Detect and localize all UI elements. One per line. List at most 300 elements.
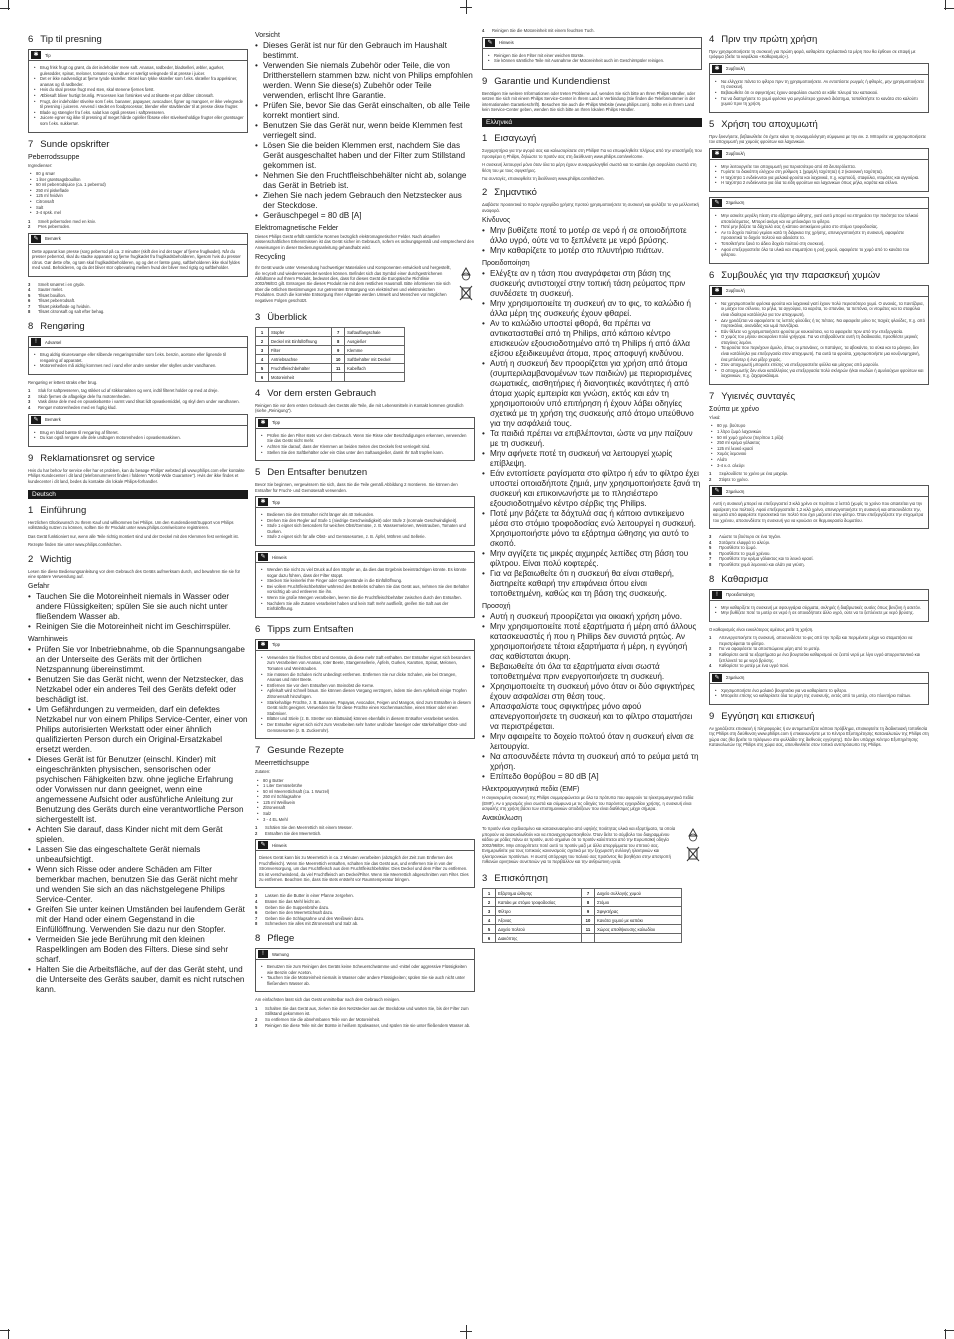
step-text: Schälen Sie den Meerrettich mit einem Messer. <box>265 825 353 831</box>
list-item: • Brug en blød børste til rengøring af filteret. <box>32 430 244 436</box>
list-item: • Blade og stængler fra f.eks. salat kan også presses i saftpresseren. <box>32 110 244 116</box>
bullet-item: • Μην αφήνετε ποτέ τη συσκευή να λειτουργεί χωρίς επίβλεψη. <box>482 449 702 469</box>
caution-list <box>255 41 475 221</box>
step-number: 2 <box>28 224 31 230</box>
step-number: 6 <box>255 910 258 916</box>
step-list <box>709 471 929 482</box>
part-number: 9 <box>582 907 595 916</box>
warning-icon: ! <box>258 950 268 958</box>
part-name: Deckel mit Einfüllöffnung <box>269 337 332 346</box>
list-item: • Brug aldrig skuresvampe eller slibende rengøringsmidler som f.eks. benzin, acetone eller lignende til rengøring af apparatet. <box>32 352 244 363</box>
section-heading: 4 Πριν την πρώτη χρήση <box>709 34 818 45</box>
list-item: • Zitronensaft <box>255 805 475 811</box>
section-heading: 9 Reklamationsret og service <box>28 452 155 464</box>
bullet-item: • Benutzen Sie das Gerät nur, wenn beide Klemmen fest verriegelt sind. <box>255 121 475 141</box>
part-name <box>595 934 682 943</box>
parts-table <box>255 327 405 382</box>
list-item: • 1 λίτρο ζωμό λαχανικών <box>709 429 929 435</box>
list-item: • Der Entsafter eignet sich nicht zum Verarbeiten sehr harter und/oder faseriger oder stärkehaltiger Obst- und Gemüsesorten (z. B. Zuckerrohr). <box>259 722 471 733</box>
tip-box: ✱ Συμβουλή • Να ελέγχετε πάντα το φίλτρο πριν τη χρησιμοποιήσετε. Αν εντοπίσετε ρωγμές ή φθορές, μην χρησιμοποιήσετε τη συσκευή. • Βεβαιωθείτε ότι οι σφιγκτήρες έχουν ασφαλίσει σωστά σε κάθε πλευρά του καπακιού. • Για να διατηρήσετε το χυμό φρέσκο για μεγαλύτερο χρονικό διάστημα, τοποθετήστε το κανάτα στο καλούπι χυμού πριν τη χρήση. <box>709 63 929 113</box>
list-item: • 50 ml peberrodsjuice (ca. 1 peberrod) <box>28 182 248 188</box>
list-item: • 250 ml κρέμα γάλακτος <box>709 440 929 446</box>
note-icon: ✎ <box>712 487 722 495</box>
step-text: Vask disse dele med en opvaskebørste i varmt vand tilsat lidt opvaskemiddel, og skyl dem under vandhanen. <box>38 399 240 405</box>
step-number: 5 <box>255 904 258 910</box>
step-number: 1 <box>709 635 712 641</box>
table-row <box>483 907 682 916</box>
list-item: • Μην καθαρίζετε τη συσκευή με σφουγγάρια σύρματα, σκληρές ή διαβρωτικές ουσίες όπως βενζίνη ή ασετόν. <box>713 605 925 611</box>
list-item: • Για να διατηρήσετε το χυμό φρέσκο για μεγαλύτερο χρονικό διάστημα, τοποθετήστε το κανάτα στο καλούπι χυμού πριν τη χρήση. <box>713 96 925 107</box>
list-item: • Στον αποχυμωτή μπορείτε επίσης να επεξεργαστείτε φύλλα και μίσχους από μαρούλι. <box>713 362 925 368</box>
tip-icon: ✱ <box>258 419 268 427</box>
note-icon: ✎ <box>258 841 268 849</box>
list-item: • Bedienen Sie den Entsafter nicht länger als 40 Sekunden. <box>259 512 471 518</box>
part-name: Δοχείο συλλογής χυμού <box>595 889 682 898</box>
table-row <box>256 346 405 355</box>
bullet-item: • Ziehen Sie nach jedem Gebrauch den Netzstecker aus der Steckdose. <box>255 191 475 211</box>
step-text: Geben Sie den Meerrettichsaft dazu. <box>265 910 334 916</box>
step-number: 7 <box>255 915 258 921</box>
part-number: 3 <box>483 907 496 916</box>
step-list <box>709 534 929 568</box>
list-item: • Salt <box>28 205 248 211</box>
step-text: Rengør motorenheden med en fugtig klud. <box>38 405 117 411</box>
part-name: Διακόπτης <box>496 934 582 943</box>
list-item: • Ποτέ μην βάζετε τα δάχτυλά σας ή κάποιο αντικείμενο μέσα στο στόμιο τροφοδοσίας. <box>713 224 925 230</box>
list-item: • 125 ml hvidvin <box>28 193 248 199</box>
bullet-item: • Μην αφαιρείτε το δοχείο πολτού όταν η συσκευή είναι σε λειτουργία. <box>482 732 702 752</box>
warning-box: ! Προειδοποίηση • Μην καθαρίζετε τη συσκευή με σφουγγάρια σύρματα, σκληρές ή διαβρωτικές ουσίες όπως βενζίνη ή ασετόν. • Μην βυθίζετε ποτέ το μοτέρ σε νερό ή σε οποιοδήποτε άλλο υγρό, ούτε να το ξεπλένετε με νερό βρύσης. <box>709 589 929 622</box>
list-item: • 3-4 κ.σ. αλεύρι <box>709 463 929 469</box>
step-text: Προσθέστε το ζωμό. <box>719 545 757 551</box>
list-item: • Brug frisk frugt og grønt, da det indeholder mere saft. Ananas, rødbeder, bladselleri, æbler, agurker, gulerødder, spinat, meloner, tomater og vindruer er særligt velegnede til at presse i juicer. <box>32 65 244 76</box>
step-number: 1 <box>255 825 258 831</box>
list-item: • Μην λειτουργείτε τον αποχυμωτή για περισσότερο από 40 δευτερόλεπτα. <box>713 164 925 170</box>
list-item: • Χυμός λεμονιού <box>709 451 929 457</box>
section-heading: 8 Rengøring <box>28 321 85 333</box>
part-number: 4 <box>256 355 269 364</box>
step-text: Pres peberroden. <box>38 224 71 230</box>
note-icon: ✎ <box>31 235 41 243</box>
step-text: Schalten Sie das Gerät aus, ziehen Sie den Netzstecker aus der Steckdose und warten Sie, bis der Filter zum Stillstand gekommen ist. <box>265 1005 469 1017</box>
step-item <box>255 1006 475 1017</box>
note-icon: ✎ <box>712 674 722 682</box>
list-item: • Εάν θέλετε να χρησιμοποιήσετε φρούτα με κουκούτσια, να τα αφαιρείτε πριν από την επεξεργασία. <box>713 329 925 335</box>
step-number: 8 <box>255 921 258 927</box>
bullet-item: • Ποτέ μην βάζετε τα δάχτυλά σας ή κάποιο αντικείμενο μέσα στο στόμιο τροφοδοσίας ενώ λειτουργεί η συσκευή. Χρησιμοποιήστε μόνο τα εξάρτημα ώθησης για αυτό το σκοπό. <box>482 509 702 549</box>
part-number <box>582 934 595 943</box>
list-item: • Tauchen Sie die Motoreinheit niemals in Wasser oder andere Flüssigkeiten; spülen Sie sie auch nicht unter fließendem Wasser ab. <box>259 975 471 986</box>
part-name: Κανάτα χυμού με καπάκι <box>595 916 682 925</box>
part-name: Φίλτρο <box>496 907 582 916</box>
step-number: 1 <box>255 1005 258 1011</box>
list-item: • Να χρησιμοποιείτε φρέσκα φρούτα και λαχανικά γιατί έχουν πολύ περισσότερο χυμό. Ο ανανάς, τα παντζάρια, οι μίσχοι του σέλινου, τα μήλα, τα αγγούρια, τα καρότα, το σπανάκι, τα πεπόνια, οι ντομάτες και τα σταφύλια είναι ιδιαίτερα κατάλληλα για τον αποχυμωτή. <box>713 301 925 318</box>
step-number: 5 <box>709 545 712 551</box>
step-number: 4 <box>28 287 31 293</box>
part-number: 11 <box>332 364 345 373</box>
step-text: Καθαρίστε το μοτέρ με ένα υγρό πανί. <box>719 663 790 669</box>
list-item: • Γυρίστε το διακόπτη ελέγχου στη ρύθμιση 1 (χαμηλή ταχύτητα) ή 2 (κανονική ταχύτητα). <box>713 169 925 175</box>
list-item: • Salz <box>255 811 475 817</box>
column-2: Vorsicht • Dieses Gerät ist nur für den Gebrauch im Haushalt bestimmt. • Verwenden Sie niemals Zubehör oder Teile, die von Drittherstellern stammen bzw. nicht von Philips empfohlen werden. Wenn Sie diese(s) Zubehör oder Teile verwenden, erlischt Ihre Garantie. • Prüfen Sie, bevor Sie das Gerät einschalten, ob alle Teile korrekt montiert sind. • Benutzen Sie das Gerät nur, wenn beide Klemmen fest verriegelt sind. • Lösen Sie die beiden Klemmen erst, nachdem Sie das Gerät ausgeschaltet haben und der Filter zum Stillstand gekommen ist. • Nehmen Sie den Fruchtfleischbehälter nicht ab, solange das Gerät in Betrieb ist. • Ziehen Sie nach jedem Gebrauch den Netzstecker aus der Steckdose. • Geräuschpegel = 80 dB [A] Elektromagnetische Felder Dieses Philips Gerät erfüllt sämtliche Normen bezüglich elektromagnetischer Felder. Nach aktuellen wissenschaftlichen Erkenntnissen ist das Gerät sicher im Gebrauch, sofern es ordnungsgemäß und entsprechend den Anweisungen in dieser Bedienungsanleitung gehandhabt wird. Recycling Ihr Gerät wurde unter Verwendung hochwertiger Materialien und Komponenten entwickelt und hergestellt, die recycelt und wiederverwendet werden können. Befindet sich das Symbol einer durchgestrichenen Abfalltonne auf Ihrem Produkt, bedeutet dies, dass für dieses Gerät die Europäische Richtlinie 2002/96/EG gilt. Entsorgen Sie dieses Produkt nie mit dem restlichen Hausmüll. Bitte informieren Sie sich über die örtlichen Bestimmungen zur getrennten Entsorgung von elektrischen und elektronischen Produkten. Durch die korrekte Entsorgung Ihrer Altgeräte werden Umwelt und Menschen vor möglichen negativen Folgen geschützt. 3 Überblick 1 Stopfer 7 Saftauffangschale 2 Deckel mit Einfüllöffnung 8 Ausgießer 3 Filter 9 Klemme 4 Antriebsachse 10 Saftbehälter mit Deckel 5 Fruchtfleischbehälter 11 Kabelfach 6 Motoreinheit 4 Vor dem ersten Gebrauch Reinigen Sie vor dem ersten Gebrauch des Geräts alle Teile, die mit Lebensmitteln in Kontakt kommen gründlich (siehe „Reinigung"). ✱ Tipp • Prüfen Sie den Filter stets vor dem Gebrauch. Wenn Sie Risse oder Beschädigungen erkennen, verwenden Sie das Gerät nicht mehr. • Achten Sie darauf, dass der Klemmen an beiden Seiten des Deckels fest verriegelt sind. • Stellen Sie den Saftbehälter oder ein Glas unter den Saftausgießer, damit Ihr Saft tropfen kann. 5 Den Entsafter benutzen Bevor Sie beginnen, vergewissern Sie sich, dass Sie die Teile gemäß Abbildung 2 montieren. Sie können den Entsafter für Frucht- und Gemüsesaft verwenden. ✱ Tipp • Bedienen Sie den Entsafter nicht länger als 40 Sekunden. • Drehen Sie den Regler auf Stufe 1 (niedrige Geschwindigkeit) oder Stufe 2 (normale Geschwindigkeit). • Stufe 1 eignet sich besonders für weiches Obst/Gemüse, z. B. Wassermelonen, Weintrauben, Tomaten und Gurken. • Stufe 2 eignet sich für alle Obst- und Gemüsesorten, z. B. Äpfel, Möhren und Sellerie. ✎ Hinweis • Wenden Sie nicht zu viel Druck auf den Stopfer an, da dies das Ergebnis beeinträchtigen könnte. Es könnte sogar dazu führen, dass der Filter stoppt. • Stecken Sie keinerlei Ihre Finger oder Gegenstände in die Einfüllöffnung. • Bei vollem Fruchtfleischbehälter während des Betriebs schalten Sie das Gerät aus, nehmen Sie den Behälter vorsichtig ab und entleeren Sie ihn. • Wenn Sie große Mengen verarbeiten, leeren Sie die Fruchtfleischbehälter zwischen durch den Entsaften. • Nachdem Sie alle Zutaten verarbeitet haben und kein Saft mehr ausfließt, greifen Sie Saft aus der Einfüllöffnung. 6 Tipps zum Entsaften ✱ Tipp • Verwenden Sie frisches Obst und Gemüse, da diese mehr Saft enthalten. Der Entsafter eignet sich besonders zum Verarbeiten von Ananas, roter Beete, Stangensellerie, Äpfeln, Gurken, Karotten, Spinat, Melonen, Tomaten und Weintrauben. • Sie müssen die Schalen nicht unbedingt entfernen. Entfernen Sie nur dicke Schalen, wie bei Orangen, Ananas und roter Beete. • Entfernen Sie vor dem Entsaften von Steinobst die Kerne. • Apfelsaft wird schnell braun. Sie können diesen Vorgang verzögern, indem Sie dem Apfelsaft einige Tropfen Zitronensaft hinzufügen. • Stärkehaltige Früchte, z. B. Bananen, Papayas, Avocados, Feigen und Mangos, sind zum Entsaften in diesem Gerät nicht geeignet. Verwenden Sie für diese Früchte einen Küchenmaschine, einen Mixer oder einen Stabmixer. • Blätter und Stiele (z. B. Stretter von Blattsalat) können ebenfalls in diesem Entsafter verarbeitet werden. • Der Entsafter eignet sich nicht zum Verarbeiten sehr harter und/oder faseriger oder stärkehaltiger Obst- und Gemüsesorten (z. B. Zuckerrohr). 7 Gesunde Rezepte Meerrettichsuppe Zutaten: • 80 g Butter • 1 Liter Gemüsebrühe • 50 ml Meerrettichsaft (ca. 1 Wurzel) • 250 ml Schlagsahne • 125 ml Weißwein • Zitronensaft • Salz • 3 - 4 EL Mehl 1 Schälen Sie den Meerrettich mit einem Messer. 2 Entsaften Sie den Meerrettich. ✎ Hinweis Dieses Gerät kann bis zu Meerrettich in ca. 2 Minuten verarbeiten (abzüglich der Zeit zum Entfernen des Fruchtfleisch). Wenn Sie Meerrettich entsaften, schalten Sie das Gerät aus, und entfernen Sie in von der Stromversorgung, um das Fruchtfleisch aus dem Fruchtfleischbehälter. Dies Deckel und dem Filter zu entfernen. Es ist verschwindend, da viel Fruchtfleisch am Deckel/Filter. Wenn Sie Meerrettich abgeschnitten vom Filter. Dies zu entfernen. Beachten Sie, dass Sie stets entsteht vor Raumtemperatur bringen. 3 Lassen Sie die Butter in einer Pfanne zergehen. 4 Braten Sie das Mehl leicht an. 5 Geben Sie die Suppenbrühe dazu. 6 Geben Sie den Meerrettichsaft dazu. 7 Geben Sie die Schlagsahne und den Weißwein dazu. 8 Schmecken Sie alles mit Zitronensaft und Salz ab. 8 Pflege ! Warnung • Benutzen Sie zum Reinigen des Geräts keine Scheuerschwämme und -mittel oder aggressive Flüssigkeiten wie Benzin oder Aceton. • Tauchen Sie die Motoreinheit niemals in Wasser oder andere Flüssigkeiten; spülen Sie sie auch nicht unter fließendem Wasser ab. Am einfachsten lässt sich das Gerät unmittelbar nach dem Gebrauch reinigen. 1 Schalten Sie das Gerät aus, ziehen Sie den Netzstecker aus der Steckdose und warten Sie, bis der Filter zum Stillstand gekommen ist. 2 So entfernen Sie die abnehmbaren Teile von der Motoreinheit. 3 Reinigen Sie diese Teile mit der Bürste in heißem Spülwasser, und spülen Sie sie unter fließendem Wasser ab. <box>255 28 475 1028</box>
list-item: • Μην ασκείτε μεγάλη πίεση στο εξάρτημα ώθησης, γιατί αυτό μπορεί να επηρεάσει την ποιότητα του τελικού αποτελέσματος. Μπορεί ακόμη και να μπλοκάρει το φίλτρο. <box>713 213 925 224</box>
list-item: • Prüfen Sie den Filter stets vor dem Gebrauch. Wenn Sie Risse oder Beschädigungen erkennen, verwenden Sie das Gerät nicht mehr. <box>259 433 471 444</box>
part-name: Δοχείο πολτού <box>496 925 582 934</box>
step-item <box>709 562 929 568</box>
list-item: • 50 ml χυμό χρένου (περίπου 1 ρίζα) <box>709 435 929 441</box>
note-box: ✎ Bemærk Dette apparat kan presse (sorg peberrod på ca. 2 minutter (skift den ind det tager af fjerne fruglkødet). Når du presser peberrod, skal du stadse apparatet og fjerne fruglkødet fra fruglkødsbeholderen, ligesom hvis du presser citrus. Gør dette ofte, og tøm skal fruglkødsbeholderen, og og det er første gang, saftbeholderen ikke skal fyldes med vand. Beholderen, og da det bliver stor opbevaring mellem hvad der bliver med rigtig og saftbeholder. <box>28 233 248 277</box>
step-text: Προσθέστε χυμό λεμονιού και αλάτι για γεύση. <box>719 561 805 567</box>
list-item: • 80 g Butter <box>255 778 475 784</box>
part-name: Stopfer <box>269 328 332 337</box>
step-text: Sauter melet. <box>38 287 63 293</box>
bullet-item: • Μην καθαρίζετε το μοτέρ στο πλυντήριο πιάτων. <box>482 246 702 256</box>
step-text: Geben Sie die Schlagsahne und den Weißwein dazu. <box>265 915 365 921</box>
step-number: 4 <box>482 28 485 33</box>
step-number: 2 <box>255 1017 258 1022</box>
list-item: • Du kan også rengøre alle dele undtagen motorenheden i opvaskemaskinen. <box>32 435 244 441</box>
section-heading: 7 Υγιεινές συνταγές <box>709 391 796 403</box>
part-number: 5 <box>256 364 269 373</box>
list-item: • Μην βυθίζετε ποτέ το μοτέρ σε νερό ή σε οποιοδήποτε άλλο υγρό, ούτε να το ξεπλένετε με νερό βρύσης. <box>713 610 925 616</box>
table-row <box>483 898 682 907</box>
section-heading: 3 Επισκόπηση <box>482 873 548 885</box>
part-number: 7 <box>332 328 345 337</box>
warning-icon: ! <box>712 591 722 599</box>
part-name: Klemme <box>345 346 405 355</box>
part-number: 11 <box>582 925 595 934</box>
section-heading: 9 Garantie und Kundendienst <box>482 75 610 87</box>
column-3: 4 Reinigen Sie die Motoreinheit mit einem feuchten Tuch. ✎ Hinweis • Reinigen Sie den Filter mit einer weichen Bürste. • Sie können sämtliche Teile mit Ausnahme der Motoreinheit auch im Geschirrspüler reinigen. 9 Garantie und Kundendienst Benötigen Sie weitere Informationen oder treten Probleme auf, wenden Sie sich bitte an Ihren Philips Händler, oder setzen Sie sich mit einem Philips Service-Center in Ihrem Land in Verbindung (Sie finden die Telefonnummer in der internationalen Garantieschrift). Besuchen Sie auch die Philips Website (www.philips.com). Sollte es in Ihrem Land kein Service-Center geben, wenden Sie sich bitte an Ihren lokalen Philips Händler. Ελληνικά 1 Εισαγωγή Συγχαρητήρια για την αγορά σας και καλωσορίσατε στη Philips! Για να επωφεληθείτε πλήρως από την υποστήριξη που προσφέρει η Philips, δηλώστε το προϊόν σας στη διεύθυνση www.philips.com/welcome. Η συσκευή λειτουργεί μόνο όταν όλα τα μέρη έχουν συναρμολογηθεί σωστά και το καπάκι έχει ασφαλίσει σωστά στη θέση του με τους σφιγκτήρες. Για συνταγές, επισκεφθείτε τη διεύθυνση www.philips.com/kitchen. 2 Σημαντικό Διαβάστε προσεκτικά το παρόν εγχειρίδιο χρήσης προτού χρησιμοποιήσετε τη συσκευή και φυλάξτε το για μελλοντική αναφορά. Κίνδυνος • Μην βυθίζετε ποτέ το μοτέρ σε νερό ή σε οποιοδήποτε άλλο υγρό, ούτε να το ξεπλένετε με νερό βρύσης. • Μην καθαρίζετε το μοτέρ στο πλυντήριο πιάτων. Προειδοποίηση • Ελέγξτε αν η τάση που αναγράφεται στη βάση της συσκευής αντιστοιχεί στην τοπική τάση ρεύματος πριν συνδέσετε τη συσκευή. • Μην χρησιμοποιείτε τη συσκευή αν το φις, το καλώδιο ή άλλα μέρη της συσκευής έχουν φθαρεί. • Αν το καλώδιο υποστεί φθορά, θα πρέπει να αντικατασταθεί από τη Philips, από κάποιο κέντρο επισκευών εξουσιοδοτημένο από τη Philips ή από άλλα εξίσου εξειδικευμένα άτομα, προς αποφυγή κινδύνου. • Αυτή η συσκευή δεν προορίζεται για χρήση από άτομα (συμπεριλαμβανομένων των παιδιών) με περιορισμένες σωματικές, αισθητήριες ή διανοητικές ικανότητες ή από άτομα χωρίς εμπειρία και γνώση, εκτός και εάν τη χρησιμοποιούν υπό επιτήρηση ή έχουν λάβει οδηγίες σχετικά με τη χρήση της συσκευής από άτομο υπεύθυνο για την ασφάλειά τους. • Τα παιδιά πρέπει να επιβλέπονται, ώστε να μην παίζουν με τη συσκευή. • Μην αφήνετε ποτέ τη συσκευή να λειτουργεί χωρίς επίβλεψη. • Εάν εντοπίσετε ραγίσματα στο φίλτρο ή εάν το φίλτρο έχει υποστεί οποιαδήποτε ζημιά, μην χρησιμοποιήσετε ξανά τη συσκευή και επικοινωνήστε με το πλησιέστερο εξουσιοδοτημένο κέντρο σέρβις της Philips. • Ποτέ μην βάζετε τα δάχτυλά σας ή κάποιο αντικείμενο μέσα στο στόμιο τροφοδοσίας ενώ λειτουργεί η συσκευή. Χρησιμοποιήστε μόνο τα εξάρτημα ώθησης για αυτό το σκοπό. • Μην αγγίζετε τις μικρές αιχμηρές λεπίδες στη βάση του φίλτρου. Είναι πολύ κοφτερές. • Για να βεβαιωθείτε ότι η συσκευή θα είναι σταθερή, διατηρείτε καθαρή την επιφάνεια όπου είναι τοποθετημένη, καθώς και τη βάση της συσκευής. Προσοχή • Αυτή η συσκευή προορίζεται για οικιακή χρήση μόνο. • Μην χρησιμοποιείτε ποτέ εξαρτήματα ή μέρη από άλλους κατασκευαστές ή που η Philips δεν συνιστά ρητώς. Αν χρησιμοποιήσετε τέτοια εξαρτήματα ή μέρη, η εγγύησή σας καθίσταται άκυρη. • Βεβαιωθείτε ότι όλα τα εξαρτήματα είναι σωστά τοποθετημένα πριν ενεργοποιήσετε τη συσκευή. • Χρησιμοποιείτε τη συσκευή μόνο όταν οι δύο σφιγκτήρες έχουν ασφαλίσει στη θέση τους. • Απασφαλίστε τους σφιγκτήρες μόνο αφού απενεργοποιήσετε τη συσκευή και το φίλτρο σταματήσει να περιστρέφεται. • Μην αφαιρείτε το δοχείο πολτού όταν η συσκευή είναι σε λειτουργία. • Να αποσυνδέετε πάντα τη συσκευή από το ρεύμα μετά τη χρήση. • Επίπεδο θορύβου = 80 dB [A] Ηλεκτρομαγνητικά πεδία (EMF) Η συγκεκριμένη συσκευή της Philips συμμορφώνεται με όλα τα πρότυπα που αφορούν τα ηλεκτρομαγνητικά πεδία (EMF). Αν ο χειρισμός γίνει σωστά και σύμφωνα με τις οδηγίες του παρόντος εγχειριδίου χρήσης, η συσκευή είναι ασφαλής στη χρήση βάσει των επιστημονικών αποδείξεων που είναι διαθέσιμες μέχρι σήμερα. Ανακύκλωση Το προϊόν είναι σχεδιασμένο και κατασκευασμένο από υψηλής ποιότητας υλικά και εξαρτήματα, τα οποία μπορούν να ανακυκλωθούν και να επαναχρησιμοποιηθούν. Όταν δείτε το σύμβολο του διαγραμμένου κάδου με ρόδες πάνω σε προϊόν, αυτό σημαίνει ότι το προϊόν καλύπτεται από την Ευρωπαϊκή οδηγία 2002/96/ΕΚ. Μην απορρίπτετε ποτέ αυτό το προϊόν μαζί με άλλα απορρίμματα του σπιτιού σας. Ενημερωθείτε για τους τοπικούς κανονισμούς σχετικά με την ξεχωριστή συλλογή ηλεκτρικών και ηλεκτρονικών προϊόντων. Η σωστή απόρριψη του παλιού σας προϊόντος θα βοηθήσει στην αποτροπή πιθανών αρνητικών συνεπειών για το περιβάλλον και την ανθρώπινη υγεία. 3 Επισκόπηση 1 Εξάρτημα ώθησης 7 Δοχείο συλλογής χυμού 2 Καπάκι με στόμιο τροφοδοσίας 8 Στόμιο 3 Φίλτρο 9 Σφιγκτήρας 4 Άξονας 10 Κανάτα χυμού με καπάκι 5 Δοχείο πολτού 11 Χώρος αποθήκευσης καλωδίου 6 Διακόπτης <box>482 28 702 949</box>
list-item: • Να ελέγχετε πάντα το φίλτρο πριν τη χρησιμοποιήσετε. Αν εντοπίσετε ρωγμές ή φθορές, μην χρησιμοποιήσετε τη συσκευή. <box>713 79 925 90</box>
section-heading: 9 Εγγύηση και επισκευή <box>709 710 815 722</box>
step-list <box>255 893 475 927</box>
list-item: • Bei vollem Fruchtfleischbehälter während des Betriebs schalten Sie das Gerät aus, nehmen Sie den Behälter vorsichtig ab und entleeren Sie ihn. <box>259 584 471 595</box>
step-number: 3 <box>255 1022 258 1028</box>
caution-list <box>482 612 702 782</box>
list-item: • Benutzen Sie zum Reinigen des Geräts keine Scheuerschwämme und -mittel oder aggressive Flüssigkeiten wie Benzin oder Aceton. <box>259 964 471 975</box>
list-item: • 80 γρ. βούτυρο <box>709 423 929 429</box>
section-heading: 2 Wichtig <box>28 553 72 565</box>
section-heading: 6 Tipps zum Entsaften <box>255 623 354 635</box>
danger-list <box>28 592 248 632</box>
ingredient-list <box>709 423 929 468</box>
column-4: 4 Πριν την πρώτη χρήση Πριν χρησιμοποιήσετε τη συσκευή για πρώτη φορά, καθαρίστε σχολαστικά τα μέρη που θα έρθουν σε επαφή με τρόφιμα (δείτε το κεφάλαιο «Καθαρισμός»). ✱ Συμβουλή • Να ελέγχετε πάντα το φίλτρο πριν τη χρησιμοποιήσετε. Αν εντοπίσετε ρωγμές ή φθορές, μην χρησιμοποιήσετε τη συσκευή. • Βεβαιωθείτε ότι οι σφιγκτήρες έχουν ασφαλίσει σωστά σε κάθε πλευρά του καπακιού. • Για να διατηρήσετε το χυμό φρέσκο για μεγαλύτερο χρονικό διάστημα, τοποθετήστε το κανάτα στο καλούπι χυμού πριν τη χρήση. 5 Χρήση του αποχυμωτή Πριν ξεκινήσετε, βεβαιωθείτε ότι έχετε κάνει τη συναρμολόγηση σύμφωνα με την εικ. 2. Μπορείτε να χρησιμοποιήσετε τον αποχυμωτή για χυμούς φρούτων και λαχανικών. ✱ Συμβουλή • Μην λειτουργείτε τον αποχυμωτή για περισσότερο από 40 δευτερόλεπτα. • Γυρίστε το διακόπτη ελέγχου στη ρύθμιση 1 (χαμηλή ταχύτητα) ή 2 (κανονική ταχύτητα). • Η ταχύτητα 1 ενδείκνυται για μαλακά φρούτα και λαχανικά, π.χ. καρπούζι, σταφύλια, ντομάτες και αγγούρια. • Η ταχύτητα 2 ενδείκνυται για όλα τα είδη φρούτων και λαχανικών όπως μήλα, καρότα και σέλινο. ✎ Σημείωση • Μην ασκείτε μεγάλη πίεση στο εξάρτημα ώθησης, γιατί αυτό μπορεί να επηρεάσει την ποιότητα του τελικού αποτελέσματος. Μπορεί ακόμη και να μπλοκάρει το φίλτρο. • Ποτέ μην βάζετε τα δάχτυλά σας ή κάποιο αντικείμενο μέσα στο στόμιο τροφοδοσίας. • Αν το δοχείο πολτού γεμίσει κατά τη διάρκεια της χρήσης, απενεργοποιήστε τη συσκευή, αφαιρέστε προσεκτικά το δοχείο πολτού και αδειάστε το. • Τοποθετήστε ξανά το άδειο δοχείο πολτού στη συσκευή. • Αφού επεξεργαστείτε όλα τα υλικά και σταματήσει η ροή χυμού, αφαιρέστε το χυμό από το κανάτα του φίλτρου. 6 Συμβουλές για την παρασκευή χυμών ✱ Συμβουλή • Να χρησιμοποιείτε φρέσκα φρούτα και λαχανικά γιατί έχουν πολύ περισσότερο χυμό. Ο ανανάς, τα παντζάρια, οι μίσχοι του σέλινου, τα μήλα, τα αγγούρια, τα καρότα, το σπανάκι, τα πεπόνια, οι ντομάτες και τα σταφύλια είναι ιδιαίτερα κατάλληλα για τον αποχυμωτή. • Δεν χρειάζεται να αφαιρέσετε τις λεπτές φλούδες ή τις πέτσες. Να αφαιρείτε μόνο τις παχιές φλούδες, π.χ. από πορτοκάλια, ανανάδες και ωμά παντζάρια. • Εάν θέλετε να χρησιμοποιήσετε φρούτα με κουκούτσια, να τα αφαιρείτε πριν από την επεξεργασία. • Ο χυμός του μήλου σκουραίνει πολύ γρήγορα. Για να επιβραδύνετε αυτή τη διαδικασία, προσθέστε μερικές σταγόνες λεμόνι. • Τα φρούτα που περιέχουν άμυλο, όπως οι μπανάνες, οι παπάγιες, τα αβοκάντο, τα σύκα και τα μάνγκο, δεν είναι κατάλληλα για επεξεργασία στον αποχυμωτή. Για αυτά τα φρούτα, χρησιμοποιήστε μια κουζινομηχανή, ένα μπλέντερ ή ένα μίξερ χειρός. • Στον αποχυμωτή μπορείτε επίσης να επεξεργαστείτε φύλλα και μίσχους από μαρούλι. • Ο αποχυμωτής δεν είναι κατάλληλος για επεξεργασία πολύ σκληρών ή/και ινωδών ή αμυλούχων φρούτων και λαχανικών, π.χ. ζαχαροκάλαμο. 7 Υγιεινές συνταγές Σούπα με χρένο Υλικά: • 80 γρ. βούτυρο • 1 λίτρο ζωμό λαχανικών • 50 ml χυμό χρένου (περίπου 1 ρίζα) • 250 ml κρέμα γάλακτος • 125 ml λευκό κρασί • Χυμός λεμονιού • Αλάτι • 3-4 κ.σ. αλεύρι 1 Ξεφλουδίστε το χρένο με ένα μαχαίρι. 2 Στίψτε το χρένο. ✎ Σημείωση Αυτή η συσκευή μπορεί να επεξεργαστεί 3 κιλά χρένο σε περίπου 2 λεπτά (χωρίς το χρόνο που απαιτείται για την αφαίρεση του πολτού). Αφού επεξεργαστείτε 1,2 κιλά χρένο, απενεργοποιήστε τη συσκευή και αποσυνδέστε την, και μετά από αφαιρέστε προσεκτικά τον πολτό που έχει μαζευτεί στον φίλτρο. Όταν επεξεργάζεστε την στιχομέτρα του χρένου, αποσυνδέστε τη συσκευή για να κρυώσει σε θερμοκρασία δωματίου. 3 Λιώστε το βούτυρο σε ένα τηγάνι. 4 Σοτάρετε ελαφρά το αλεύρι. 5 Προσθέστε το ζωμό. 6 Προσθέστε το χυμό χρένου. 7 Προσθέστε την κρέμα γάλακτος και το λευκό κρασί. 8 Προσθέστε χυμό λεμονιού και αλάτι για γεύση. 8 Καθαρισμα ! Προειδοποίηση • Μην καθαρίζετε τη συσκευή με σφουγγάρια σύρματα, σκληρές ή διαβρωτικές ουσίες όπως βενζίνη ή ασετόν. • Μην βυθίζετε ποτέ το μοτέρ σε νερό ή σε οποιοδήποτε άλλο υγρό, ούτε να το ξεπλένετε με νερό βρύσης. Ο καθαρισμός είναι ευκολότερος αμέσως μετά τη χρήση. 1 Απενεργοποιήστε τη συσκευή, αποσυνδέστε το φις από την πρίζα και περιμένετε μέχρι να σταματήσει να περιστρέφεται το φίλτρο. 2 Για να αφαιρέσετε τα αποσπώμενα μέρη από το μοτέρ. 3 Καθαρίστε αυτά τα εξαρτήματα με ένα βουρτσάκι καθαρισμού σε ζεστό νερό με λίγο υγρό απορρυπαντικό και ξεπλύνετέ τα με νερό βρύσης. 4 Καθαρίστε το μοτέρ με ένα υγρό πανί. ✎ Σημείωση • Χρησιμοποιήστε ένα μαλακό βουρτσάκι για να καθαρίσετε το φίλτρο. • Μπορείτε επίσης να καθαρίσετε όλα τα μέρη της συσκευής, εκτός από το μοτέρ, στο πλυντήριο πιάτων. 9 Εγγύηση και επισκευή Αν χρειάζεστε επισκευή ή πληροφορίες ή αν αντιμετωπίζετε κάποιο πρόβλημα, επισκεφτείτε τη διαδικτυακή τοποθεσία της Philips στη διεύθυνση www.philips.com ή επικοινωνήστε με το Κέντρο Εξυπηρέτησης Καταναλωτών της Philips στη χώρα σας (θα βρείτε το τηλέφωνο στο φυλλάδιο της διεθνούς εγγύησης). Εάν δεν υπάρχει Κέντρο Εξυπηρέτησης Καταναλωτών της Philips στη χώρα σας, απευθυνθείτε στον τοπικό αντιπρόσωπο της Philips. <box>709 28 929 751</box>
tip-icon: ✱ <box>712 65 722 73</box>
part-name: Εξάρτημα ώθησης <box>496 889 582 898</box>
list-item: • Χρησιμοποιήστε ένα μαλακό βουρτσάκι για να καθαρίσετε το φίλτρο. <box>713 688 925 694</box>
part-number: 1 <box>483 889 496 898</box>
bullet-item: • Απασφαλίστε τους σφιγκτήρες μόνο αφού απενεργοποιήσετε τη συσκευή και το φίλτρο σταματήσει να περιστρέφεται. <box>482 702 702 732</box>
list-item: • Sie können sämtliche Teile mit Ausnahme der Motoreinheit auch im Geschirrspüler reinigen. <box>486 58 698 64</box>
step-text: Προσθέστε το χυμό χρένου. <box>719 550 771 556</box>
step-list <box>28 388 248 410</box>
ingredient-list <box>255 778 475 823</box>
bullet-item: • Επίπεδο θορύβου = 80 dB [A] <box>482 772 702 782</box>
part-name: Filter <box>269 346 332 355</box>
list-item: • Αλάτι <box>709 457 929 463</box>
list-item: • Drehen Sie den Regler auf Stufe 1 (niedrige Geschwindigkeit) oder Stufe 2 (normale Geschwindigkeit). <box>259 518 471 524</box>
tip-icon: ✱ <box>258 641 268 649</box>
tip-box: ✱ Tipp • Prüfen Sie den Filter stets vor dem Gebrauch. Wenn Sie Risse oder Beschädigungen erkennen, verwenden Sie das Gerät nicht mehr. • Achten Sie darauf, dass der Klemmen an beiden Seiten des Deckels fest verriegelt sind. • Stellen Sie den Saftbehälter oder ein Glas unter den Saftausgießer, damit Ihr Saft tropfen kann. <box>255 417 475 461</box>
note-box: ✎ Bemærk • Brug en blød børste til rengøring af filteret. • Du kan også rengøre alle dele undtagen motorenheden i opvaskemaskinen. <box>28 414 248 447</box>
step-number: 6 <box>709 550 712 556</box>
step-number: 4 <box>255 899 258 905</box>
step-list <box>255 825 475 836</box>
step-number: 3 <box>709 651 712 657</box>
list-item: • Blätter und Stiele (z. B. Stretter von Blattsalat) können ebenfalls in diesem Entsafter verarbeitet werden. <box>259 716 471 722</box>
list-item: • 1 Liter Gemüsebrühe <box>255 783 475 789</box>
list-item: • Frugt, der indeholder stivelse som f.eks. bananer, papayaer, avocadoer, figner og mangoer, er ikke velegnede til presning i juiceren. Anvend i stedet en foodprocessor, blender eller stavblender til at presse disse frugter. <box>32 99 244 110</box>
step-text: So entfernen Sie die abnehmbaren Teile von der Motoreinheit. <box>265 1017 381 1022</box>
step-text: Skub fjernes de aflagelige dele fra motorenheden. <box>38 393 131 399</box>
step-item <box>482 28 702 34</box>
step-number: 4 <box>709 663 712 669</box>
note-box: ✎ Hinweis • Wenden Sie nicht zu viel Druck auf den Stopfer an, da dies das Ergebnis beeinträchtigen könnte. Es könnte sogar dazu führen, dass der Filter stoppt. • Stecken Sie keinerlei Ihre Finger oder Gegenstände in die Einfüllöffnung. • Bei vollem Fruchtfleischbehälter während des Betriebs schalten Sie das Gerät aus, nehmen Sie den Behälter vorsichtig ab und entleeren Sie ihn. • Wenn Sie große Mengen verarbeiten, leeren Sie die Fruchtfleischbehälter zwischen durch den Entsaften. • Nachdem Sie alle Zutaten verarbeitet haben und kein Saft mehr ausfließt, greifen Sie Saft aus der Einfüllöffnung. <box>255 551 475 618</box>
bullet-item: • Μην βυθίζετε ποτέ το μοτέρ σε νερό ή σε οποιοδήποτε άλλο υγρό, ούτε να το ξεπλένετε με νερό βρύσης. <box>482 226 702 246</box>
bullet-item: • Για να βεβαιωθείτε ότι η συσκευή θα είναι σταθερή, διατηρείτε καθαρή την επιφάνεια όπου είναι τοποθετημένη, καθώς και τη βάση της συσκευής. <box>482 569 702 599</box>
list-item: • Τα φρούτα που περιέχουν άμυλο, όπως οι μπανάνες, οι παπάγιες, τα αβοκάντο, τα σύκα και τα μάνγκο, δεν είναι κατάλληλα για επεξεργασία στον αποχυμωτή. Για αυτά τα φρούτα, χρησιμοποιήστε μια κουζινομηχανή, ένα μπλέντερ ή ένα μίξερ χειρός. <box>713 345 925 362</box>
table-row <box>256 337 405 346</box>
list-item: • 3-4 spsk. mel <box>28 210 248 216</box>
part-name: Σφιγκτήρας <box>595 907 682 916</box>
step-number: 1 <box>28 388 31 394</box>
list-item: • 250 ml Schlagsahne <box>255 794 475 800</box>
step-number: 3 <box>28 399 31 405</box>
list-item: • Hvis du skal presse frugt med sten, skal stenene fjernes først. <box>32 87 244 93</box>
step-text: Reinigen Sie die Motoreinheit mit einem feuchten Tuch. <box>492 28 595 33</box>
list-item: • Ο χυμός του μήλου σκουραίνει πολύ γρήγορα. Για να επιβραδύνετε αυτή τη διαδικασία, προσθέστε μερικές σταγόνες λεμόνι. <box>713 334 925 345</box>
step-item <box>28 224 248 230</box>
list-item: • Det er ikke nødvendigt at fjerne tynde skræller. Skræl kun tykke skræller som f.eks. skræller fra appelsiner, ananas og rå rødbeder. <box>32 76 244 87</box>
list-item: • Wenden Sie nicht zu viel Druck auf den Stopfer an, da dies das Ergebnis beeinträchtigen könnte. Es könnte sogar dazu führen, dass der Filter stoppt. <box>259 567 471 578</box>
step-number: 3 <box>709 534 712 539</box>
table-row <box>483 889 682 898</box>
step-text: Entsaften Sie den Meerrettich. <box>265 830 322 836</box>
bullet-item: • Dieses Gerät ist nur für den Gebrauch im Haushalt bestimmt. <box>255 41 475 61</box>
tip-list <box>29 63 247 129</box>
part-number: 2 <box>256 337 269 346</box>
section-heading: 6 Tip til presning <box>28 34 102 45</box>
step-text: Tilsæt citronsaft og salt efter behag. <box>38 309 105 315</box>
bullet-item: • Reinigen Sie die Motoreinheit nicht im Geschirrspüler. <box>28 622 248 632</box>
step-item <box>28 405 248 411</box>
bullet-item: • Greifen Sie unter keinen Umständen bei laufendem Gerät mit der Hand oder einem Gegenstand in die Einfüllöffnung. Verwenden Sie dazu nur den Stopfer. <box>28 905 248 935</box>
step-list <box>255 1006 475 1028</box>
bullet-item: • Dieses Gerät ist für Benutzer (einschl. Kinder) mit eingeschränkten physischen, sensorischen oder psychischen Fähigkeiten bzw. ohne jegliche Erfahrung oder Vorwissen nur dann geeignet, wenn eine angemessene Aufsicht oder ausführliche Anleitung zur Benutzung des Geräts durch eine verantwortliche Person sichergestellt ist. <box>28 755 248 825</box>
step-text: Στίψτε το χρένο. <box>719 476 749 482</box>
part-number: 3 <box>256 346 269 355</box>
part-name: Fruchtfleischbehälter <box>269 364 332 373</box>
part-number: 10 <box>582 916 595 925</box>
bullet-item: • Achten Sie darauf, dass Kinder nicht mit dem Gerät spielen. <box>28 825 248 845</box>
list-item: • Stecken Sie keinerlei Ihre Finger oder Gegenstände in die Einfüllöffnung. <box>259 578 471 584</box>
warning-box: ! Warnung • Benutzen Sie zum Reinigen des Geräts keine Scheuerschwämme und -mittel oder aggressive Flüssigkeiten wie Benzin oder Aceton. • Tauchen Sie die Motoreinheit niemals in Wasser oder andere Flüssigkeiten; spülen Sie sie auch nicht unter fließendem Wasser ab. <box>255 948 475 992</box>
step-text: Tilsæt peberrodsaft. <box>38 298 76 304</box>
step-text: Geben Sie die Suppenbrühe dazu. <box>265 904 330 910</box>
step-text: Smelt peberroden med en kniv. <box>38 218 96 224</box>
section-heading: 8 Καθαρισμα <box>709 573 769 585</box>
step-text: Λιώστε το βούτυρο σε ένα τηγάνι. <box>719 534 782 539</box>
section-heading: 1 Einführung <box>28 505 87 517</box>
step-list <box>28 282 248 316</box>
part-name: Καπάκι με στόμιο τροφοδοσίας <box>496 898 582 907</box>
tip-icon: ✱ <box>712 287 722 295</box>
list-item: • Wenn Sie große Mengen verarbeiten, leeren Sie die Fruchtfleischbehälter zwischen durch den Entsaften. <box>259 595 471 601</box>
part-number <box>332 373 345 382</box>
step-number: 6 <box>28 298 31 304</box>
part-number: 1 <box>256 328 269 337</box>
step-item <box>709 477 929 483</box>
step-text: Ξεφλουδίστε το χρένο με ένα μαχαίρι. <box>719 471 789 477</box>
table-row <box>256 364 405 373</box>
tip-box: ✱ Tip • Brug frisk frugt og grønt, da det indeholder mere saft. Ananas, rødbeder, bladselleri, æbler, agurker, gulerødder, spinat, meloner, tomater og vindruer er særligt velegnede til at presse i juicer. • Det er ikke nødvendigt at fjerne tynde skræller. Skræl kun tykke skræller som f.eks. skræller fra appelsiner, ananas og rå rødbeder. • Hvis du skal presse frugt med sten, skal stenene fjernes først. • Æblesaft bliver hurtigt brunlig. Processen kan forsinkes ved at tilsætte et par dråber citronsaft. • Frugt, der indeholder stivelse som f.eks. bananer, papayaer, avocadoer, figner og mangoer, er ikke velegnede til presning i juiceren. Anvend i stedet en foodprocessor, blender eller stavblender til at presse disse frugter. • Blade og stængler fra f.eks. salat kan også presses i saftpresseren. • Juicere egner sig ikke til presning af meget hårde og/eller fibrøse eller stivelsesholdige frugter eller grøntsager som f.eks. sukkerrør. <box>28 49 248 133</box>
bullet-item: • Αυτή η συσκευή προορίζεται για οικιακή χρήση μόνο. <box>482 612 702 622</box>
list-item: • Αν το δοχείο πολτού γεμίσει κατά τη διάρκεια της χρήσης, απενεργοποιήστε τη συσκευή, αφαιρέστε προσεκτικά το δοχείο πολτού και αδειάστε το. <box>713 230 925 241</box>
step-item <box>255 831 475 837</box>
section-heading: 6 Συμβουλές για την παρασκευή χυμών <box>709 269 880 281</box>
bullet-item: • Lösen Sie die beiden Klemmen erst, nachdem Sie das Gerät ausgeschaltet haben und der Filter zum Stillstand gekommen ist. <box>255 141 475 171</box>
bullet-item: • Verwenden Sie niemals Zubehör oder Teile, die von Drittherstellern stammen bzw. nicht von Philips empfohlen werden. Wenn Sie diese(s) Zubehör oder Teile verwenden, erlischt Ihre Garantie. <box>255 61 475 101</box>
part-number: 7 <box>582 889 595 898</box>
warning-icon: ! <box>31 338 41 346</box>
step-text: Προσθέστε την κρέμα γάλακτος και το λευκό κρασί. <box>719 556 814 562</box>
table-row <box>483 934 682 943</box>
list-item: • Nachdem Sie alle Zutaten verarbeitet haben und kein Saft mehr ausfließt, greifen Sie Saft aus der Einfüllöffnung. <box>259 601 471 612</box>
step-item <box>709 652 929 663</box>
step-number: 2 <box>709 476 712 482</box>
list-item: • Μπορείτε επίσης να καθαρίσετε όλα τα μέρη της συσκευής, εκτός από το μοτέρ, στο πλυντήριο πιάτων. <box>713 693 925 699</box>
table-row <box>483 916 682 925</box>
note-box: ✎ Hinweis • Reinigen Sie den Filter mit einer weichen Bürste. • Sie können sämtliche Teile mit Ausnahme der Motoreinheit auch im Geschirrspüler reinigen. <box>482 37 702 70</box>
list-item: • Reinigen Sie den Filter mit einer weichen Bürste. <box>486 53 698 59</box>
part-name: Saftauffangschale <box>345 328 405 337</box>
list-item: • 125 ml λευκό κρασί <box>709 446 929 452</box>
list-item: • Citronsaft <box>28 199 248 205</box>
table-row <box>256 355 405 364</box>
step-number: 8 <box>28 309 31 315</box>
list-item: • Stufe 2 eignet sich für alle Obst- und Gemüsesorten, z. B. Äpfel, Möhren und Sellerie. <box>259 534 471 540</box>
part-name: Antriebsachse <box>269 355 332 364</box>
tip-box: ✱ Συμβουλή • Μην λειτουργείτε τον αποχυμωτή για περισσότερο από 40 δευτερόλεπτα. • Γυρίστε το διακόπτη ελέγχου στη ρύθμιση 1 (χαμηλή ταχύτητα) ή 2 (κανονική ταχύτητα). • Η ταχύτητα 1 ενδείκνυται για μαλακά φρούτα και λαχανικά, π.χ. καρπούζι, σταφύλια, ντομάτες και αγγούρια. • Η ταχύτητα 2 ενδείκνυται για όλα τα είδη φρούτων και λαχανικών όπως μήλα, καρότα και σέλινο. <box>709 148 929 192</box>
tip-icon: ✱ <box>712 150 722 158</box>
step-number: 5 <box>28 292 31 298</box>
list-item: • 50 ml Meerrettichsaft (ca. 1 Wurzel) <box>255 789 475 795</box>
note-icon: ✎ <box>485 39 495 47</box>
step-text: Lassen Sie die Butter in einer Pfanne zergehen. <box>265 893 354 899</box>
table-row <box>483 925 682 934</box>
warning-list <box>482 269 702 599</box>
list-item: • Motorenheden må aldrig kommes ned i vand eller andre væsker eller skylles under vandhanen. <box>32 363 244 369</box>
list-item: • Æblesaft bliver hurtigt brunlig. Processen kan forsinkes ved at tilsætte et par dråber citronsaft. <box>32 93 244 99</box>
tip-box: ✱ Tipp • Bedienen Sie den Entsafter nicht länger als 40 Sekunden. • Drehen Sie den Regler auf Stufe 1 (niedrige Geschwindigkeit) oder Stufe 2 (normale Geschwindigkeit). • Stufe 1 eignet sich besonders für weiches Obst/Gemüse, z. B. Wassermelonen, Weintrauben, Tomaten und Gurken. • Stufe 2 eignet sich für alle Obst- und Gemüsesorten, z. B. Äpfel, Möhren und Sellerie. <box>255 496 475 546</box>
bullet-item: • Um Gefährdungen zu vermeiden, darf ein defektes Netzkabel nur von einem Philips Service-Center, einer von Philips autorisierten Werkstatt oder einer ähnlich qualifizierten Person durch ein Original-Ersatzkabel ersetzt werden. <box>28 705 248 755</box>
part-number: 2 <box>483 898 496 907</box>
language-bar: Ελληνικά <box>482 118 702 127</box>
part-name: Χώρος αποθήκευσης καλωδίου <box>595 925 682 934</box>
parts-table <box>482 888 682 943</box>
note-box: ✎ Σημείωση Αυτή η συσκευή μπορεί να επεξεργαστεί 3 κιλά χρένο σε περίπου 2 λεπτά (χωρίς το χρόνο που απαιτείται για την αφαίρεση του πολτού). Αφού επεξεργαστείτε 1,2 κιλά χρένο, απενεργοποιήστε τη συσκευή και αποσυνδέστε την, και μετά από αφαιρέστε προσεκτικά τον πολτό που έχει μαζευτεί στον φίλτρο. Όταν επεξεργάζεστε την στιχομέτρα του χρένου, αποσυνδέστε τη συσκευή για να κρυώσει σε θερμοκρασία δωματίου. <box>709 485 929 529</box>
warning-box: ! Advarsel • Brug aldrig skuresvampe eller slibende rengøringsmidler som f.eks. benzin, acetone eller lignende til rengøring af apparatet. • Motorenheden må aldrig kommes ned i vand eller andre væsker eller skylles under vandhanen. <box>28 336 248 375</box>
list-item: • Ο αποχυμωτής δεν είναι κατάλληλος για επεξεργασία πολύ σκληρών ή/και ινωδών ή αμυλούχων φρούτων και λαχανικών, π.χ. ζαχαροκάλαμο. <box>713 368 925 379</box>
bullet-item: • Vermeiden Sie jede Berührung mit den kleinen Raspelklingen am Boden des Filters. Diese sind sehr scharf. <box>28 935 248 965</box>
list-item: • 125 ml Weißwein <box>255 800 475 806</box>
step-item <box>255 921 475 927</box>
part-number: 4 <box>483 916 496 925</box>
table-row <box>256 328 405 337</box>
part-name: Στόμιο <box>595 898 682 907</box>
tip-box: ✱ Tipp • Verwenden Sie frisches Obst und Gemüse, da diese mehr Saft enthalten. Der Entsafter eignet sich besonders zum Verarbeiten von Ananas, roter Beete, Stangensellerie, Äpfeln, Gurken, Karotten, Spinat, Melonen, Tomaten und Weintrauben. • Sie müssen die Schalen nicht unbedingt entfernen. Entfernen Sie nur dicke Schalen, wie bei Orangen, Ananas und roter Beete. • Entfernen Sie vor dem Entsaften von Steinobst die Kerne. • Apfelsaft wird schnell braun. Sie können diesen Vorgang verzögern, indem Sie dem Apfelsaft einige Tropfen Zitronensaft hinzufügen. • Stärkehaltige Früchte, z. B. Bananen, Papayas, Avocados, Feigen und Mangos, sind zum Entsaften in diesem Gerät nicht geeignet. Verwenden Sie für diese Früchte einen Küchenmaschine, einen Mixer oder einen Stabmixer. • Blätter und Stiele (z. B. Stretter von Blattsalat) können ebenfalls in diesem Entsafter verarbeitet werden. • Der Entsafter eignet sich nicht zum Verarbeiten sehr harter und/oder faseriger oder stärkehaltiger Obst- und Gemüsesorten (z. B. Zuckerrohr). <box>255 639 475 739</box>
bullet-item: • Benutzen Sie das Gerät nicht, wenn der Netzstecker, das Netzkabel oder ein anderes Teil des Geräts defekt oder beschädigt ist. <box>28 675 248 705</box>
section-heading: 5 Χρήση του αποχυμωτή <box>709 118 818 130</box>
step-text: Schmecken Sie alles mit Zitronensaft und Salz ab. <box>265 921 359 927</box>
bullet-item: • Halten Sie die Arbeitsfläche, auf der das Gerät steht, und die Unterseite des Geräts sauber, damit es nicht rutschen kann. <box>28 965 248 995</box>
list-item: • Stufe 1 eignet sich besonders für weiches Obst/Gemüse, z. B. Wassermelonen, Weintrauben, Tomaten und Gurken. <box>259 523 471 534</box>
step-item <box>709 663 929 669</box>
part-number: 5 <box>483 925 496 934</box>
list-item: • Apfelsaft wird schnell braun. Sie können diesen Vorgang verzögern, indem Sie dem Apfelsaft einige Tropfen Zitronensaft hinzufügen. <box>259 688 471 699</box>
note-icon: ✎ <box>31 416 41 424</box>
bullet-item: • Geräuschpegel = 80 dB [A] <box>255 211 475 221</box>
part-name: Άξονας <box>496 916 582 925</box>
note-box: ✎ Hinweis Dieses Gerät kann bis zu Meerrettich in ca. 2 Minuten verarbeiten (abzüglich der Zeit zum Entfernen des Fruchtfleisch). Wenn Sie Meerrettich entsaften, schalten Sie das Gerät aus, und entfernen Sie in von der Stromversorgung, um das Fruchtfleisch aus dem Fruchtfleischbehälter. Dies Deckel und dem Filter zu entfernen. Es ist verschwindend, da viel Fruchtfleisch am Deckel/Filter. Wenn Sie Meerrettich abgeschnitten vom Filter. Dies zu entfernen. Beachten Sie, dass Sie stets entsteht vor Raumtemperatur bringen. <box>255 839 475 888</box>
list-item: • Sie müssen die Schalen nicht unbedingt entfernen. Entfernen Sie nur dicke Schalen, wie bei Orangen, Ananas und roter Beete. <box>259 672 471 683</box>
step-number: 1 <box>28 218 31 224</box>
bullet-item: • Εάν εντοπίσετε ραγίσματα στο φίλτρο ή εάν το φίλτρο έχει υποστεί οποιαδήποτε ζημιά, μην χρησιμοποιήσετε ξανά τη συσκευή και επικοινωνήστε με το πλησιέστερο εξουσιοδοτημένο κέντρο σέρβις της Philips. <box>482 469 702 509</box>
bullet-item: • Tauchen Sie die Motoreinheit niemals in Wasser oder andere Flüssigkeiten; spülen Sie sie auch nicht unter fließendem Wasser ab. <box>28 592 248 622</box>
step-text: Σοτάρετε ελαφρά το αλεύρι. <box>719 539 771 545</box>
step-text: Απενεργοποιήστε τη συσκευή, αποσυνδέστε το φις από την πρίζα και περιμένετε μέχρι να σταματήσει να περιστρέφεται το φίλτρο. <box>719 635 913 646</box>
ingredient-list <box>28 171 248 216</box>
bullet-item: • Μην χρησιμοποιείτε τη συσκευή αν το φις, το καλώδιο ή άλλα μέρη της συσκευής έχουν φθαρεί. <box>482 299 702 319</box>
list-item: • Stärkehaltige Früchte, z. B. Bananen, Papayas, Avocados, Feigen und Mangos, sind zum Entsaften in diesem Gerät nicht geeignet. Verwenden Sie für diese Früchte einen Küchenmaschine, einen Mixer oder einen Stabmixer. <box>259 700 471 717</box>
step-number: 7 <box>709 556 712 562</box>
bullet-item: • Αυτή η συσκευή δεν προορίζεται για χρήση από άτομα (συμπεριλαμβανομένων των παιδιών) με περιορισμένες σωματικές, αισθητήριες ή διανοητικές ικανότητες ή από άτομα χωρίς εμπειρία και γνώση, εκτός και εάν τη χρησιμοποιούν υπό επιτήρηση ή έχουν λάβει οδηγίες σχετικά με τη χρήση της συσκευής από άτομο υπεύθυνο για την ασφάλειά τους. <box>482 359 702 429</box>
section-heading: 4 Vor dem ersten Gebrauch <box>255 388 377 400</box>
step-text: Tilsæt piskefløde og hvidvin. <box>38 303 91 309</box>
part-name: Kabelfach <box>345 364 405 373</box>
tip-icon: ✱ <box>258 498 268 506</box>
step-number: 3 <box>28 281 31 287</box>
bullet-item: • Nehmen Sie den Fruchtfleischbehälter nicht ab, solange das Gerät in Betrieb ist. <box>255 171 475 191</box>
step-number: 4 <box>709 539 712 545</box>
step-item <box>255 1023 475 1029</box>
part-number: 9 <box>332 346 345 355</box>
list-item: • Entfernen Sie vor dem Entsaften von Steinobst die Kerne. <box>259 683 471 689</box>
step-list <box>482 28 702 34</box>
step-item <box>28 309 248 315</box>
list-item: • 1 liter grøntsagsbouillon <box>28 177 248 183</box>
bullet-item: • Prüfen Sie vor Inbetriebnahme, ob die Spannungsangabe an der Unterseite des Geräts mit der örtlichen Netzspannung übereinstimmt. <box>28 645 248 675</box>
part-number: 8 <box>582 898 595 907</box>
list-item: • 3 - 4 EL Mehl <box>255 817 475 823</box>
step-text: Braten Sie das Mehl leicht an. <box>265 899 321 905</box>
part-name <box>345 373 405 382</box>
bullet-item: • Prüfen Sie, bevor Sie das Gerät einschalten, ob alle Teile korrekt montiert sind. <box>255 101 475 121</box>
step-text: Καθαρίστε αυτά τα εξαρτήματα με ένα βουρτσάκι καθαρισμού σε ζεστό νερό με λίγο υγρό απορρυπαντικό και ξεπλύνετέ τα με νερό βρύσης. <box>719 651 921 663</box>
list-item: • Αφού επεξεργαστείτε όλα τα υλικά και σταματήσει η ροή χυμού, αφαιρέστε το χυμό από το κανάτα του φίλτρου. <box>713 247 925 258</box>
list-item: • Stellen Sie den Saftbehälter oder ein Glas unter den Saftausgießer, damit Ihr Saft tropfen kann. <box>259 450 471 456</box>
step-text: Για να αφαιρέσετε τα αποσπώμενα μέρη από το μοτέρ. <box>719 646 821 652</box>
step-number: 1 <box>709 471 712 477</box>
list-item: • Βεβαιωθείτε ότι οι σφιγκτήρες έχουν ασφαλίσει σωστά σε κάθε πλευρά του καπακιού. <box>713 90 925 96</box>
step-number: 2 <box>28 393 31 399</box>
ingredients-label: Ingredienser: <box>28 162 53 168</box>
step-text: Smelt smørret i en gryde. <box>38 281 86 287</box>
warning-list <box>28 645 248 995</box>
part-number: 10 <box>332 355 345 364</box>
table-row <box>256 373 405 382</box>
